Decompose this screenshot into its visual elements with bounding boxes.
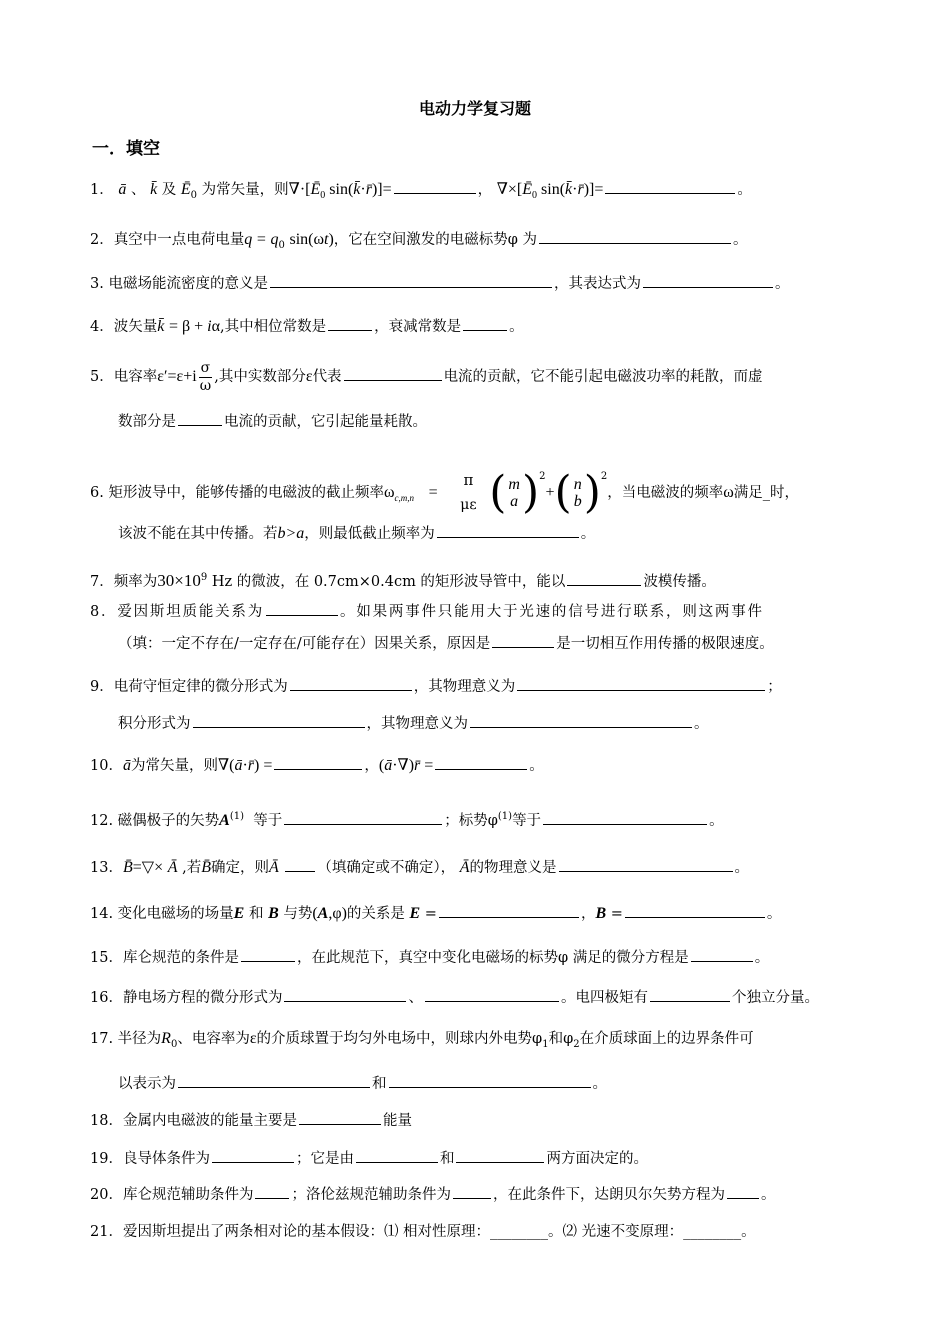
question-10: 10．ā为常矢量，则∇(ā·r̄) = ，(ā·∇)r̄ = 。: [90, 754, 870, 778]
answer-blank[interactable]: [492, 632, 554, 648]
answer-blank[interactable]: [567, 570, 641, 586]
question-13: 13．B̄=▽× Ā ,若B̄确定，则Ā （填确定或不确定）， Ā的物理意义是 。: [90, 856, 870, 880]
question-6-line-2: 该波不能在其中传播。若b>a，则最低截止频率为 。: [118, 522, 898, 546]
question-8-line-2: （填：一定不存在/一定存在/可能存在）因果关系，原因是 是一切相互作用传播的极限速度。: [118, 632, 898, 656]
answer-blank[interactable]: [437, 522, 579, 538]
answer-blank[interactable]: [290, 675, 412, 691]
answer-blank[interactable]: [539, 228, 731, 244]
answer-blank[interactable]: [299, 1109, 381, 1125]
section-heading: 一．填空: [92, 139, 160, 159]
answer-blank[interactable]: [605, 178, 735, 194]
answer-blank[interactable]: [284, 809, 442, 825]
answer-blank[interactable]: [470, 712, 692, 728]
answer-blank[interactable]: [559, 856, 733, 872]
question-16: 16．静电场方程的微分形式为 、 。电四极矩有 个独立分量。: [90, 986, 870, 1010]
question-18: 18．金属内电磁波的能量主要是 能量: [90, 1109, 870, 1133]
answer-blank[interactable]: [425, 986, 559, 1002]
question-3: 3. 电磁场能流密度的意义是 ，其表达式为 。: [90, 272, 870, 296]
question-17-line-2: 以表示为 和 。: [118, 1072, 898, 1096]
answer-blank[interactable]: [453, 1183, 491, 1199]
question-9-line-2: 积分形式为 ，其物理意义为 。: [118, 712, 898, 736]
answer-blank[interactable]: [650, 986, 730, 1002]
answer-blank[interactable]: [389, 1072, 591, 1088]
answer-blank[interactable]: [727, 1183, 759, 1199]
answer-blank[interactable]: [193, 712, 365, 728]
question-8: 8．爱因斯坦质能关系为 。如果两事件只能用大于光速的信号进行联系，则这两事件: [90, 600, 870, 624]
question-19: 19．良导体条件为 ；它是由 和 两方面决定的。: [90, 1147, 870, 1171]
question-9: 9．电荷守恒定律的微分形式为 ，其物理意义为 ；: [90, 675, 870, 699]
question-14: 14. 变化电磁场的场量E 和 B 与势(A,φ)的关系是 E = ，B = 。: [90, 902, 870, 926]
question-12: 12. 磁偶极子的矢势$A^{(1)}$ 等于 ；标势$\varphi^{(1)}$等于 。: [90, 805, 870, 833]
answer-blank[interactable]: [435, 754, 527, 770]
answer-blank[interactable]: [463, 315, 507, 331]
answer-blank[interactable]: [328, 315, 372, 331]
answer-blank[interactable]: [543, 809, 707, 825]
answer-blank[interactable]: [178, 410, 222, 426]
question-15: 15．库仑规范的条件是 ，在此规范下，真空中变化电磁场的标势φ 满足的微分方程是 。: [90, 946, 870, 970]
answer-blank[interactable]: [691, 946, 753, 962]
answer-blank[interactable]: [356, 1147, 438, 1163]
answer-blank[interactable]: [241, 946, 295, 962]
page-title: 电动力学复习题: [418, 99, 531, 118]
question-21: 21．爱因斯坦提出了两条相对论的基本假设：⑴ 相对性原理：________。⑵ 光速不变原理：________。: [90, 1224, 756, 1240]
question-6: 6. 矩形波导中，能够传播的电磁波的截止频率$\omega_{c,m,n}$ = π με ( m a )$^2$+( n b )$^2$，当电磁波的频率ω满足_时，: [90, 467, 800, 518]
question-1: 1． ā 、 k̄ 及 $Ē_0$ 为常矢量，则$\nabla\cdot[Ē_0$ sin(k̄·r̄)]= ， $\nabla\times[Ē_0$ sin(k̄·r̄)]= 。: [90, 178, 870, 208]
question-17: 17. 半径为$R_0$、电容率为ε的介质球置于均匀外电场中，则球内外电势$\varphi_1$和$\varphi_2$在介质球面上的边界条件可: [90, 1030, 754, 1050]
answer-blank[interactable]: [517, 675, 765, 691]
question-2: 2．真空中一点电荷电量$q = q_0$ sin(ωt)，它在空间激发的电磁标势φ 为 。: [90, 228, 870, 258]
answer-blank[interactable]: [285, 856, 315, 872]
question-20: 20．库仑规范辅助条件为 ；洛伦兹规范辅助条件为 ，在此条件下，达朗贝尔矢势方程为 。: [90, 1183, 870, 1207]
answer-blank[interactable]: [456, 1147, 544, 1163]
question-4: 4．波矢量k̄ = β + iα,其中相位常数是 ，衰减常数是 。: [90, 315, 870, 339]
answer-blank[interactable]: [394, 178, 476, 194]
answer-blank[interactable]: [270, 272, 552, 288]
answer-blank[interactable]: [212, 1147, 294, 1163]
question-7: 7．频率为$30\times 10^9$ Hz 的微波，在 0.7cm×0.4cm 的矩形波导管中，能以 波模传播。: [90, 570, 716, 590]
question-5-line-2: 数部分是 电流的贡献，它引起能量耗散。: [118, 410, 898, 434]
answer-blank[interactable]: [439, 902, 579, 918]
answer-blank[interactable]: [284, 986, 406, 1002]
answer-blank[interactable]: [266, 600, 338, 616]
question-5: 5．电容率ε′=ε+i $\frac{\sigma}{\omega}$ ,其中实数部分ε代表 电流的贡献，它不能引起电磁波功率的耗散，而虚: [90, 359, 763, 394]
answer-blank[interactable]: [274, 754, 362, 770]
answer-blank[interactable]: [643, 272, 773, 288]
answer-blank[interactable]: [344, 365, 442, 381]
answer-blank[interactable]: [625, 902, 765, 918]
answer-blank[interactable]: [255, 1183, 289, 1199]
answer-blank[interactable]: [178, 1072, 370, 1088]
